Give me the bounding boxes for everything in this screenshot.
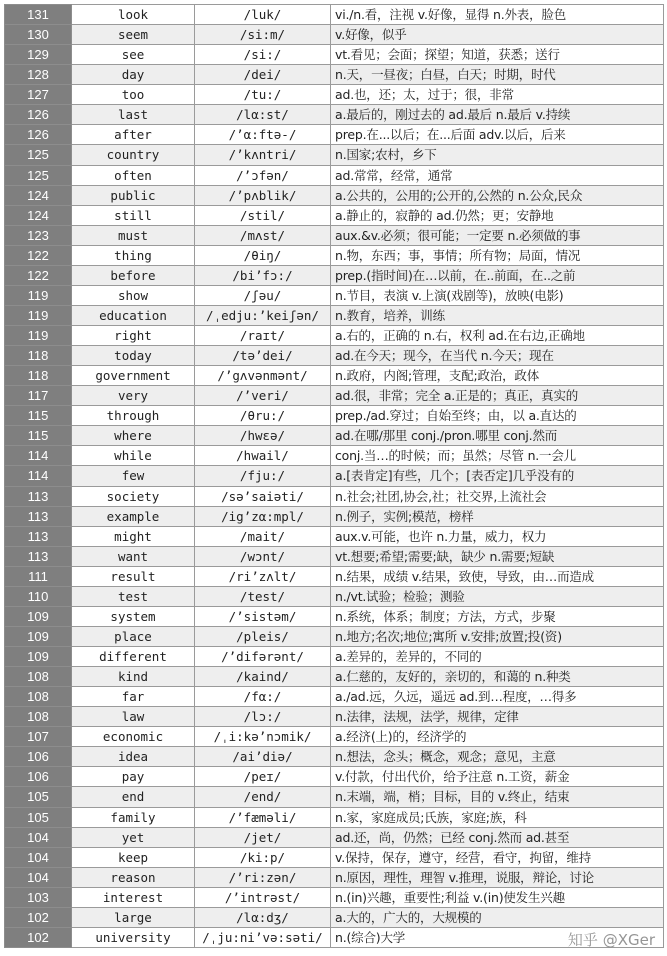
definition-cell: n.天，一昼夜；白昼，白天；时期，时代 [331, 65, 664, 85]
definition-cell: n.原因，理性，理智 v.推理，说服，辩论，讨论 [331, 867, 664, 887]
rank-cell: 105 [5, 787, 72, 807]
word-cell: university [72, 927, 195, 947]
word-cell: yet [72, 827, 195, 847]
rank-cell: 104 [5, 867, 72, 887]
word-cell: might [72, 526, 195, 546]
table-row [5, 5, 664, 25]
rank-cell: 124 [5, 185, 72, 205]
definition-cell: n.社会;社团,协会,社；社交界,上流社会 [331, 486, 664, 506]
definition-cell: n.末端，端，梢；目标，目的 v.终止，结束 [331, 787, 664, 807]
phonetic-cell: /ʃəu/ [195, 285, 331, 305]
definition-cell: a.最后的，刚过去的 ad.最后 n.最后 v.持续 [331, 105, 664, 125]
table-row [5, 305, 664, 325]
definition-cell: n.(in)兴趣，重要性;利益 v.(in)使发生兴趣 [331, 887, 664, 907]
rank-cell: 110 [5, 586, 72, 606]
definition-cell: prep./ad.穿过；自始至终；由，以 a.直达的 [331, 406, 664, 426]
word-cell: few [72, 466, 195, 486]
phonetic-cell: /’fæməli/ [195, 807, 331, 827]
table-row [5, 165, 664, 185]
word-cell: often [72, 165, 195, 185]
table-row [5, 647, 664, 667]
word-cell: result [72, 566, 195, 586]
table-row [5, 426, 664, 446]
word-cell: while [72, 446, 195, 466]
definition-cell: n.节目，表演 v.上演(戏剧等)，放映(电影) [331, 285, 664, 305]
phonetic-cell: /lα:st/ [195, 105, 331, 125]
word-cell: end [72, 787, 195, 807]
definition-cell: vt.看见；会面；探望；知道，获悉；送行 [331, 45, 664, 65]
word-cell: place [72, 626, 195, 646]
table-row [5, 887, 664, 907]
phonetic-cell: /lɔ:/ [195, 707, 331, 727]
table-row [5, 446, 664, 466]
definition-cell: n.地方;名次;地位;寓所 v.安排;放置;投(资) [331, 626, 664, 646]
phonetic-cell: /kaind/ [195, 667, 331, 687]
definition-cell: aux.v.可能，也许 n.力量，威力，权力 [331, 526, 664, 546]
definition-cell: v.好像，似乎 [331, 25, 664, 45]
rank-cell: 107 [5, 727, 72, 747]
rank-cell: 109 [5, 647, 72, 667]
table-row [5, 626, 664, 646]
word-cell: right [72, 326, 195, 346]
rank-cell: 128 [5, 65, 72, 85]
rank-cell: 113 [5, 506, 72, 526]
table-row [5, 727, 664, 747]
definition-cell: a.静止的，寂静的 ad.仍然；更；安静地 [331, 205, 664, 225]
rank-cell: 109 [5, 606, 72, 626]
phonetic-cell: /fju:/ [195, 466, 331, 486]
rank-cell: 113 [5, 546, 72, 566]
phonetic-cell: /θru:/ [195, 406, 331, 426]
table-row [5, 125, 664, 145]
phonetic-cell: /tə’dei/ [195, 346, 331, 366]
table-row [5, 205, 664, 225]
word-cell: thing [72, 245, 195, 265]
phonetic-cell: /bi’fɔ:/ [195, 265, 331, 285]
definition-cell: vt.想要;希望;需要;缺，缺少 n.需要;短缺 [331, 546, 664, 566]
phonetic-cell: /raɪt/ [195, 326, 331, 346]
word-cell: must [72, 225, 195, 245]
table-row [5, 25, 664, 45]
phonetic-cell: /ki:p/ [195, 847, 331, 867]
definition-cell: n.例子，实例;模范，榜样 [331, 506, 664, 526]
phonetic-cell: /peɪ/ [195, 767, 331, 787]
definition-cell: a.仁慈的，友好的，亲切的，和蔼的 n.种类 [331, 667, 664, 687]
phonetic-cell: /mait/ [195, 526, 331, 546]
rank-cell: 122 [5, 265, 72, 285]
rank-cell: 114 [5, 466, 72, 486]
rank-cell: 129 [5, 45, 72, 65]
phonetic-cell: /wɔnt/ [195, 546, 331, 566]
word-cell: keep [72, 847, 195, 867]
definition-cell: v.付款，付出代价，给予注意 n.工资，薪金 [331, 767, 664, 787]
phonetic-cell: /ig’zα:mpl/ [195, 506, 331, 526]
word-cell: after [72, 125, 195, 145]
phonetic-cell: /’sistəm/ [195, 606, 331, 626]
word-cell: today [72, 346, 195, 366]
rank-cell: 105 [5, 807, 72, 827]
table-row [5, 767, 664, 787]
phonetic-cell: /’α:ftə-/ [195, 125, 331, 145]
word-cell: family [72, 807, 195, 827]
phonetic-cell: /luk/ [195, 5, 331, 25]
rank-cell: 111 [5, 566, 72, 586]
phonetic-cell: /fα:/ [195, 687, 331, 707]
definition-cell: prep.(指时间)在…以前，在..前面，在..之前 [331, 265, 664, 285]
word-cell: pay [72, 767, 195, 787]
word-cell: very [72, 386, 195, 406]
vocabulary-table-body [5, 5, 664, 948]
word-cell: economic [72, 727, 195, 747]
word-cell: kind [72, 667, 195, 687]
word-cell: see [72, 45, 195, 65]
word-cell: interest [72, 887, 195, 907]
word-cell: example [72, 506, 195, 526]
phonetic-cell: /’ri:zən/ [195, 867, 331, 887]
table-row [5, 245, 664, 265]
table-row [5, 546, 664, 566]
phonetic-cell: /’pʌblik/ [195, 185, 331, 205]
table-row [5, 145, 664, 165]
table-row [5, 927, 664, 947]
table-row [5, 326, 664, 346]
rank-cell: 125 [5, 165, 72, 185]
table-row [5, 847, 664, 867]
phonetic-cell: /mʌst/ [195, 225, 331, 245]
definition-cell: n.家，家庭成员;氏族，家庭;族，科 [331, 807, 664, 827]
rank-cell: 125 [5, 145, 72, 165]
rank-cell: 108 [5, 687, 72, 707]
rank-cell: 104 [5, 847, 72, 867]
rank-cell: 124 [5, 205, 72, 225]
definition-cell: ad.常常，经常，通常 [331, 165, 664, 185]
rank-cell: 103 [5, 887, 72, 907]
word-cell: idea [72, 747, 195, 767]
phonetic-cell: /ˌju:ni’və:səti/ [195, 927, 331, 947]
phonetic-cell: /ai’diə/ [195, 747, 331, 767]
rank-cell: 118 [5, 366, 72, 386]
word-cell: last [72, 105, 195, 125]
definition-cell: n.教育，培养，训练 [331, 305, 664, 325]
phonetic-cell: /si:m/ [195, 25, 331, 45]
definition-cell: n.系统，体系；制度；方法，方式，步聚 [331, 606, 664, 626]
word-cell: far [72, 687, 195, 707]
rank-cell: 115 [5, 406, 72, 426]
word-cell: look [72, 5, 195, 25]
phonetic-cell: /θiŋ/ [195, 245, 331, 265]
rank-cell: 126 [5, 105, 72, 125]
definition-cell: a./ad.远，久远，遥远 ad.到…程度，…得多 [331, 687, 664, 707]
rank-cell: 113 [5, 486, 72, 506]
table-row [5, 707, 664, 727]
rank-cell: 127 [5, 85, 72, 105]
definition-cell: n.(综合)大学 [331, 927, 664, 947]
rank-cell: 102 [5, 907, 72, 927]
word-cell: through [72, 406, 195, 426]
definition-cell: n.政府，内阁;管理，支配;政治，政体 [331, 366, 664, 386]
table-row [5, 606, 664, 626]
definition-cell: a.经济(上)的，经济学的 [331, 727, 664, 747]
word-cell: test [72, 586, 195, 606]
definition-cell: prep.在...以后；在...后面 adv.以后，后来 [331, 125, 664, 145]
table-row [5, 867, 664, 887]
word-cell: different [72, 647, 195, 667]
definition-cell: n.国家;农村，乡下 [331, 145, 664, 165]
definition-cell: ad.很，非常；完全 a.正是的；真正，真实的 [331, 386, 664, 406]
rank-cell: 119 [5, 285, 72, 305]
rank-cell: 115 [5, 426, 72, 446]
word-cell: want [72, 546, 195, 566]
table-row [5, 105, 664, 125]
rank-cell: 108 [5, 707, 72, 727]
table-row [5, 787, 664, 807]
definition-cell: vi./n.看，注视 v.好像，显得 n.外表，脸色 [331, 5, 664, 25]
definition-cell: n.法律，法规，法学，规律，定律 [331, 707, 664, 727]
word-cell: too [72, 85, 195, 105]
table-row [5, 386, 664, 406]
word-cell: education [72, 305, 195, 325]
definition-cell: a.差异的，差异的，不同的 [331, 647, 664, 667]
table-row [5, 566, 664, 586]
table-row [5, 265, 664, 285]
word-cell: still [72, 205, 195, 225]
table-row [5, 687, 664, 707]
phonetic-cell: /’kʌntri/ [195, 145, 331, 165]
table-row [5, 285, 664, 305]
definition-cell: ad.也，还；太，过于；很，非常 [331, 85, 664, 105]
rank-cell: 114 [5, 446, 72, 466]
table-row [5, 667, 664, 687]
phonetic-cell: /ri’zʌlt/ [195, 566, 331, 586]
word-cell: where [72, 426, 195, 446]
phonetic-cell: /ˌi:kə’nɔmik/ [195, 727, 331, 747]
table-row [5, 366, 664, 386]
word-cell: country [72, 145, 195, 165]
table-row [5, 747, 664, 767]
table-row [5, 225, 664, 245]
rank-cell: 109 [5, 626, 72, 646]
table-row [5, 185, 664, 205]
rank-cell: 106 [5, 747, 72, 767]
word-cell: day [72, 65, 195, 85]
word-cell: reason [72, 867, 195, 887]
phonetic-cell: /’ɔfən/ [195, 165, 331, 185]
table-row [5, 907, 664, 927]
rank-cell: 117 [5, 386, 72, 406]
phonetic-cell: /’difərənt/ [195, 647, 331, 667]
table-row [5, 85, 664, 105]
phonetic-cell: /lα:dʒ/ [195, 907, 331, 927]
definition-cell: a.右的，正确的 n.右，权利 ad.在右边,正确地 [331, 326, 664, 346]
rank-cell: 131 [5, 5, 72, 25]
phonetic-cell: /jet/ [195, 827, 331, 847]
rank-cell: 102 [5, 927, 72, 947]
phonetic-cell: /hwεə/ [195, 426, 331, 446]
table-row [5, 346, 664, 366]
phonetic-cell: /test/ [195, 586, 331, 606]
phonetic-cell: /pleis/ [195, 626, 331, 646]
definition-cell: a.[表肯定]有些，几个；[表否定]几乎没有的 [331, 466, 664, 486]
phonetic-cell: /hwail/ [195, 446, 331, 466]
phonetic-cell: /tu:/ [195, 85, 331, 105]
rank-cell: 119 [5, 326, 72, 346]
rank-cell: 123 [5, 225, 72, 245]
phonetic-cell: /ˌedju:’keiʃən/ [195, 305, 331, 325]
definition-cell: a.公共的，公用的;公开的,公然的 n.公众,民众 [331, 185, 664, 205]
word-cell: law [72, 707, 195, 727]
definition-cell: ad.在今天；现今，在当代 n.今天；现在 [331, 346, 664, 366]
vocabulary-table [4, 4, 664, 948]
word-cell: system [72, 606, 195, 626]
word-cell: show [72, 285, 195, 305]
table-row [5, 807, 664, 827]
table-row [5, 65, 664, 85]
word-cell: government [72, 366, 195, 386]
phonetic-cell: /sə’saiəti/ [195, 486, 331, 506]
rank-cell: 122 [5, 245, 72, 265]
table-row [5, 466, 664, 486]
word-cell: large [72, 907, 195, 927]
definition-cell: v.保持，保存，遵守，经营，看守，拘留，维持 [331, 847, 664, 867]
rank-cell: 106 [5, 767, 72, 787]
phonetic-cell: /end/ [195, 787, 331, 807]
table-row [5, 45, 664, 65]
rank-cell: 113 [5, 526, 72, 546]
word-cell: public [72, 185, 195, 205]
table-row [5, 827, 664, 847]
rank-cell: 126 [5, 125, 72, 145]
table-row [5, 506, 664, 526]
definition-cell: n.结果，成绩 v.结果，致使，导致，由…而造成 [331, 566, 664, 586]
definition-cell: ad.在哪/那里 conj./pron.哪里 conj.然而 [331, 426, 664, 446]
rank-cell: 118 [5, 346, 72, 366]
rank-cell: 104 [5, 827, 72, 847]
definition-cell: n.物，东西；事，事情；所有物；局面，情况 [331, 245, 664, 265]
phonetic-cell: /stil/ [195, 205, 331, 225]
phonetic-cell: /’gʌvənmənt/ [195, 366, 331, 386]
definition-cell: ad.还，尚，仍然；已经 conj.然而 ad.甚至 [331, 827, 664, 847]
definition-cell: n.想法，念头；概念，观念；意见，主意 [331, 747, 664, 767]
rank-cell: 119 [5, 305, 72, 325]
table-row [5, 526, 664, 546]
table-row [5, 406, 664, 426]
word-cell: society [72, 486, 195, 506]
definition-cell: conj.当…的时候；而；虽然；尽管 n.一会儿 [331, 446, 664, 466]
phonetic-cell: /si:/ [195, 45, 331, 65]
zhihu-watermark: 知乎 @XGer [567, 931, 655, 949]
rank-cell: 130 [5, 25, 72, 45]
table-row [5, 586, 664, 606]
rank-cell: 108 [5, 667, 72, 687]
word-cell: seem [72, 25, 195, 45]
phonetic-cell: /’veri/ [195, 386, 331, 406]
definition-cell: aux.&v.必须；很可能；一定要 n.必须做的事 [331, 225, 664, 245]
definition-cell: a.大的，广大的，大规模的 [331, 907, 664, 927]
phonetic-cell: /dei/ [195, 65, 331, 85]
definition-cell: n./vt.试验；检验；测验 [331, 586, 664, 606]
phonetic-cell: /’intrəst/ [195, 887, 331, 907]
table-row [5, 486, 664, 506]
word-cell: before [72, 265, 195, 285]
